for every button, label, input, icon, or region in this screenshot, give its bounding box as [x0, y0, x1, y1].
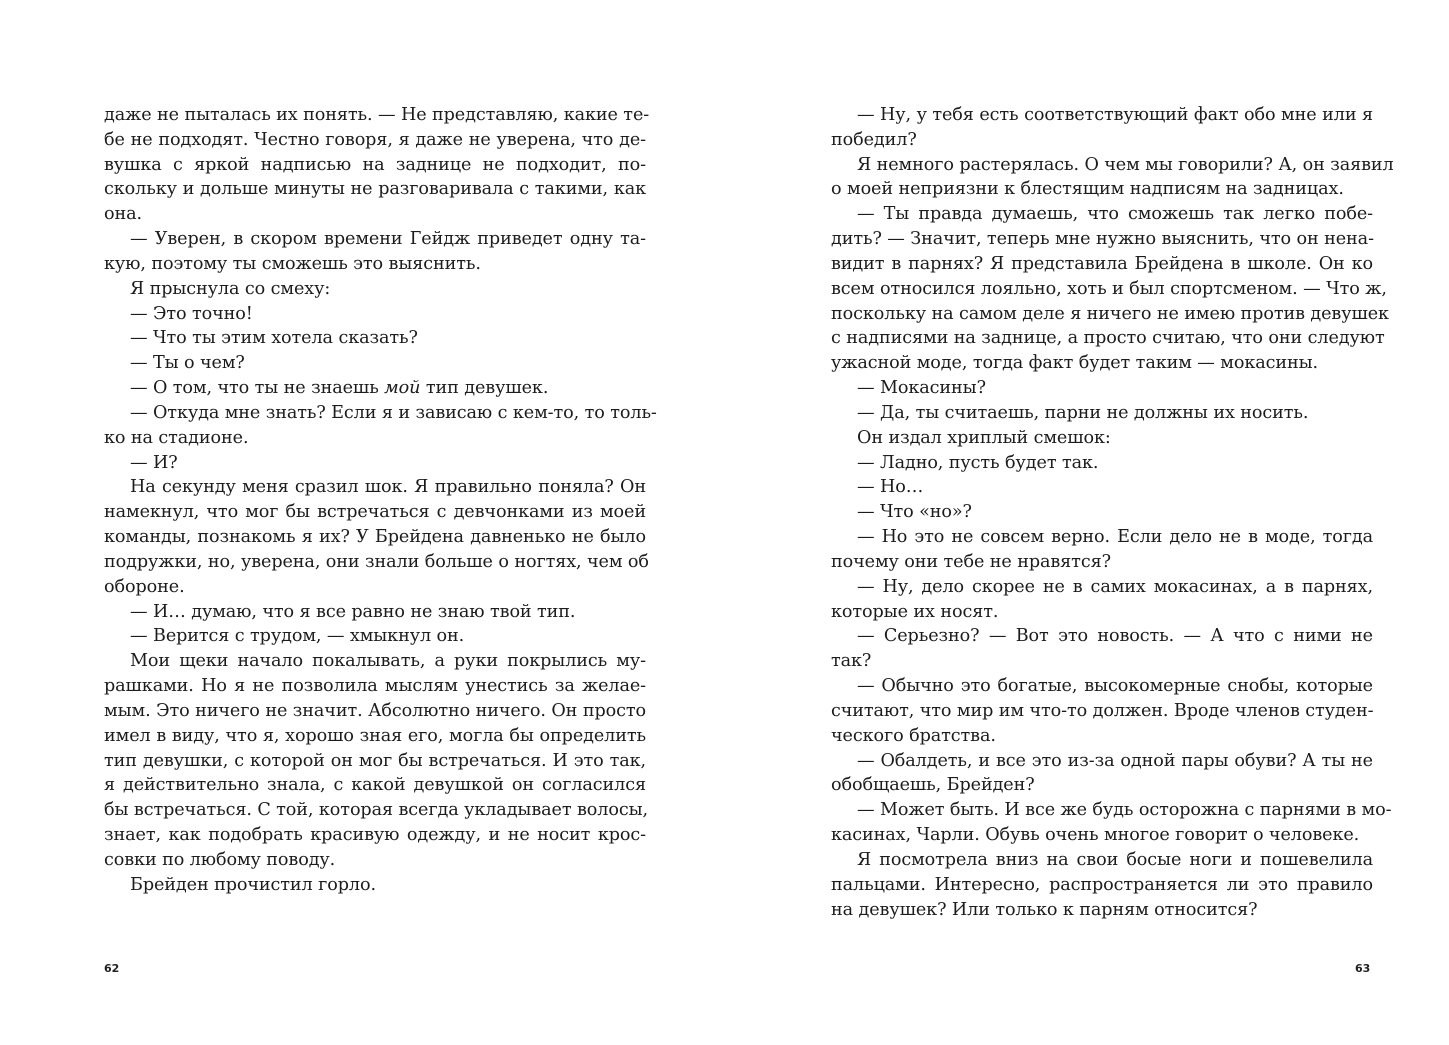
- text-line: — Что «но»?: [857, 502, 972, 523]
- text-line: поскольку на самом деле я ничего не имею против девушек: [831, 303, 1389, 324]
- text-line: даже не пыталась их понять. — Не представляю, какие те-: [104, 105, 650, 125]
- text-line: — Но…: [857, 477, 924, 498]
- text-line: я действительно знала, с какой девушкой он согласился: [104, 775, 646, 796]
- text-line: команды, познакомь я их? У Брейдена давненько не было: [104, 527, 646, 548]
- text-line: с надписями на заднице, а просто считаю, что они следуют: [831, 328, 1385, 349]
- text-line: намекнул, что мог бы встречаться с девчонками из моей: [104, 502, 646, 523]
- text-line: тип девушки, с которой он мог бы встречаться. И это так,: [104, 750, 646, 771]
- text-line: Брейден прочистил горло.: [130, 874, 376, 895]
- text-line: имел в виду, что я, хорошо зная его, могла бы определить: [104, 725, 646, 746]
- text-line: — Уверен, в скором времени Гейдж приведет одну та-: [130, 229, 646, 250]
- right-page-text: [831, 103, 1394, 922]
- text-line: — Откуда мне знать? Если я и зависаю с кем-то, то толь-: [130, 402, 657, 423]
- text-line: ко на стадионе.: [104, 427, 249, 448]
- text-line: — Что ты этим хотела сказать?: [130, 328, 418, 349]
- text-line: — Но это не совсем верно. Если дело не в моде, тогда: [857, 527, 1373, 548]
- text-line: касинах, Чарли. Обувь очень многое говорит о человеке.: [831, 825, 1360, 846]
- text-line: кую, поэтому ты сможешь это выяснить.: [104, 253, 481, 274]
- text-line: — Мокасины?: [857, 378, 986, 399]
- text-line: — И… думаю, что я все равно не знаю твой тип.: [130, 601, 576, 622]
- text-line: Я немного растерялась. О чем мы говорили? А, он заявил: [857, 154, 1394, 175]
- text-line: — Ну, дело скорее не в самих мокасинах, а в парнях,: [857, 576, 1373, 597]
- text-line: рашками. Но я не позволила мыслям унестись за желае-: [104, 676, 646, 697]
- text-line: видит в парнях? Я представила Брейдена в школе. Он ко: [831, 253, 1373, 274]
- text-line: — Может быть. И все же будь осторожна с парнями в мо-: [857, 800, 1392, 821]
- text-line: о моей неприязни к блестящим надписям на задницах.: [831, 179, 1344, 200]
- text-line: — Ладно, пусть будет так.: [857, 452, 1099, 473]
- text-line: — Это точно!: [130, 303, 253, 324]
- text-line: считают, что мир им что-то должен. Вроде членов студен-: [831, 700, 1374, 721]
- text-line: она.: [104, 204, 143, 225]
- text-line: Я посмотрела вниз на свои босые ноги и пошевелила: [857, 849, 1373, 870]
- text-line: — Ну, у тебя есть соответствующий факт обо мне или я: [857, 105, 1373, 125]
- text-line: — О том, что ты не знаешь мой тип девушек.: [130, 378, 549, 399]
- text-line: всем относился лояльно, хоть и был спортсменом. — Что ж,: [831, 278, 1387, 299]
- text-line: так?: [831, 651, 872, 672]
- text-line: обобщаешь, Брейден?: [831, 775, 1035, 796]
- text-line: дить? — Значит, теперь мне нужно выяснить, что он нена-: [831, 229, 1374, 250]
- text-line: пальцами. Интересно, распространяется ли это правило: [831, 874, 1373, 895]
- text-line: бе не подходят. Честно говоря, я даже не уверена, что де-: [104, 129, 646, 150]
- text-line: знает, как подобрать красивую одежду, и не носит крос-: [104, 825, 646, 846]
- text-line: — Обалдеть, и все это из-за одной пары обуви? А ты не: [857, 750, 1373, 771]
- text-line: — Ты о чем?: [130, 353, 245, 374]
- text-line: вушка с яркой надписью на заднице не подходит, по-: [104, 154, 646, 175]
- text-line: которые их носят.: [831, 601, 999, 622]
- text-line: ужасной моде, тогда факт будет таким — мокасины.: [831, 353, 1319, 374]
- text-line: — И?: [130, 452, 178, 473]
- text-line: На секунду меня сразил шок. Я правильно поняла? Он: [130, 477, 646, 498]
- text-line: победил?: [831, 129, 917, 150]
- text-line: на девушек? Или только к парням относится?: [831, 899, 1258, 920]
- page-number-right: 63: [1355, 962, 1371, 975]
- text-line: Я прыснула со смеху:: [130, 278, 331, 299]
- page-number-left: 62: [104, 962, 120, 975]
- text-line: Он издал хриплый смешок:: [857, 427, 1111, 448]
- text-line: мым. Это ничего не значит. Абсолютно ничего. Он просто: [104, 700, 646, 721]
- text-line: ческого братства.: [831, 725, 996, 746]
- text-line: — Серьезно? — Вот это новость. — А что с ними не: [857, 626, 1373, 647]
- text-line: подружки, но, уверена, они знали больше о ногтях, чем об: [104, 551, 649, 572]
- text-line: — Ты правда думаешь, что сможешь так легко побе-: [857, 204, 1373, 225]
- text-line: совки по любому поводу.: [104, 849, 336, 870]
- text-line: почему они тебе не нравятся?: [831, 551, 1111, 572]
- text-line: — Обычно это богатые, высокомерные снобы, которые: [857, 676, 1373, 697]
- text-line: обороне.: [104, 576, 185, 597]
- text-line: Мои щеки начало покалывать, а руки покрылись му-: [130, 651, 646, 672]
- text-line: бы встречаться. С той, которая всегда укладывает волосы,: [104, 800, 648, 821]
- text-line: — Да, ты считаешь, парни не должны их носить.: [857, 402, 1309, 423]
- text-line: — Верится с трудом, — хмыкнул он.: [130, 626, 465, 647]
- left-page-text: [104, 103, 657, 898]
- emphasis: мой: [384, 378, 421, 399]
- text-line: скольку и дольше минуты не разговаривала с такими, как: [104, 179, 646, 200]
